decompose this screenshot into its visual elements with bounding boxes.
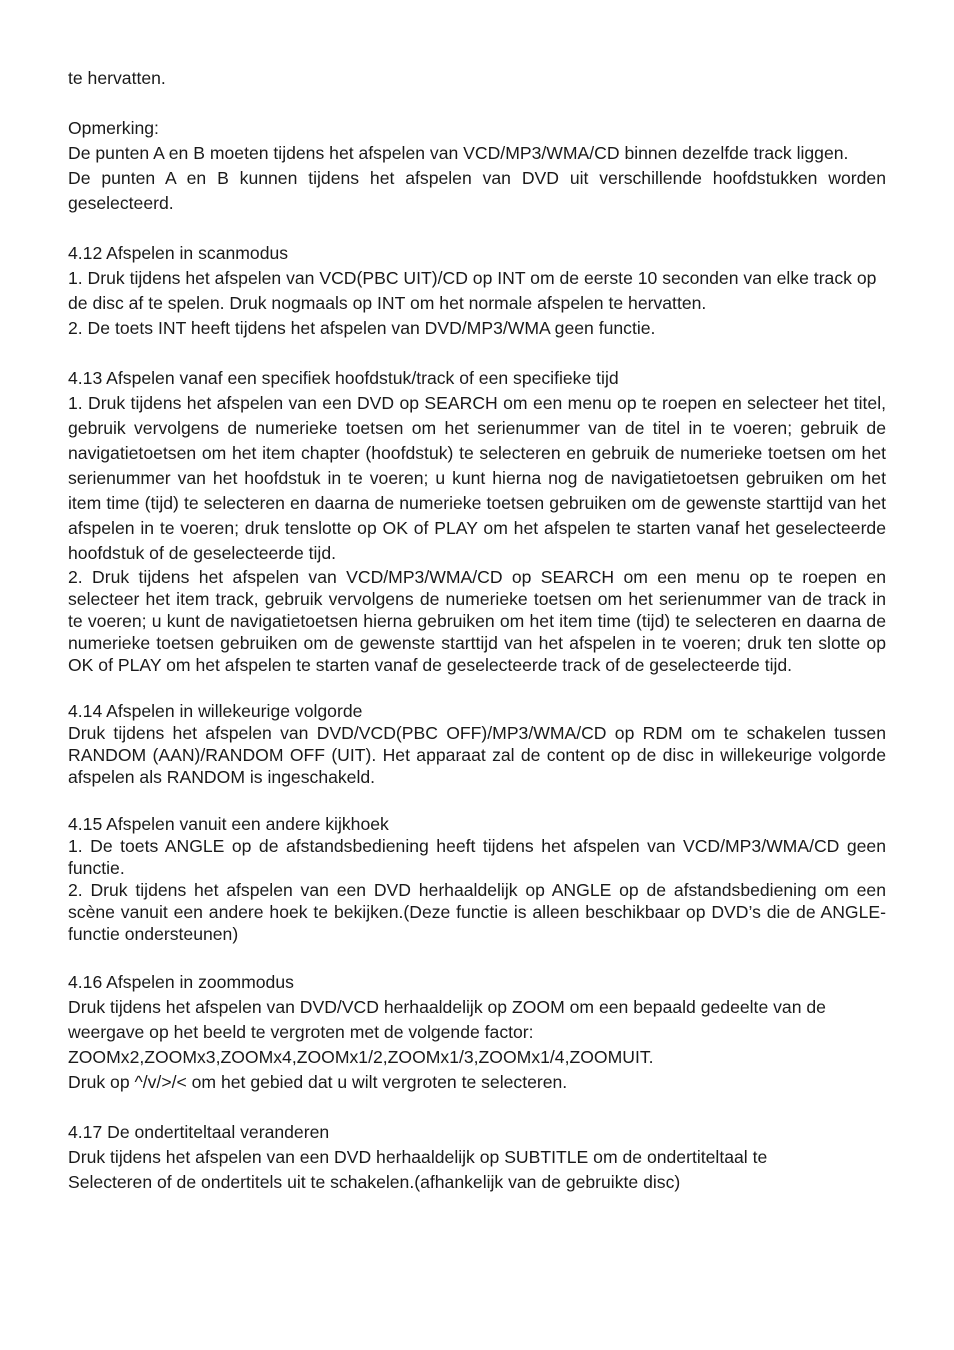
section-4-12-paragraph-1: 1. Druk tijdens het afspelen van VCD(PBC UIT)/CD op INT om de eerste 10 seconden van elke track op de disc af te spelen. Druk nogmaals op INT om het normale afspelen te hervatten.	[68, 268, 877, 313]
section-4-16-paragraph-1: Druk tijdens het afspelen van DVD/VCD herhaaldelijk op ZOOM om een bepaald gedeelte van de weergave op het beeld te vergroten met de volgende factor:	[68, 997, 826, 1042]
section-4-17-line-1: Druk tijdens het afspelen van een DVD herhaaldelijk op SUBTITLE om de ondertiteltaal te	[68, 1147, 768, 1167]
note-paragraph-2: De punten A en B kunnen tijdens het afspelen van DVD uit verschillende hoofdstukken worden geselecteerd.	[68, 168, 886, 213]
section-4-13-paragraph-1: 1. Druk tijdens het afspelen van een DVD op SEARCH om een menu op te roepen en selecteer het titel, gebruik vervolgens de numerieke toetsen om het serienummer van de titel in te voeren; gebruik de navigatietoetsen om het item chapter (hoofdstuk) te selecteren en gebruik de numerieke toetsen om het serienummer van het hoofdstuk in te voeren; u kunt hierna nog de navigatietoetsen gebruiken om het item time (tijd) te selecteren en daarna de numerieke toetsen gebruiken om de gewenste starttijd van het afspelen in te voeren; druk tenslotte op OK of PLAY om het afspelen te starten vanaf het geselecteerde hoofdstuk of de geselecteerde tijd.	[68, 393, 886, 563]
section-4-14-paragraph-1: Druk tijdens het afspelen van DVD/VCD(PBC OFF)/MP3/WMA/CD op RDM om te schakelen tussen RANDOM (AAN)/RANDOM OFF (UIT). Het apparaat zal de content op de disc in willekeurige volgorde afspelen als RANDOM is ingeschakeld.	[68, 723, 886, 787]
spacer	[68, 788, 886, 813]
section-4-15-paragraph-1: 1. De toets ANGLE op de afstandsbediening heeft tijdens het afspelen van VCD/MP3/WMA/CD geen functie.	[68, 836, 886, 878]
spacer	[68, 1095, 886, 1120]
section-4-13-paragraph-2: 2. Druk tijdens het afspelen van VCD/MP3/WMA/CD op SEARCH om een menu op te roepen en selecteer het item track, gebruik vervolgens de numerieke toetsen om het serienummer van de track in te voeren; u kunt de navigatietoetsen hierna gebruiken om het item time (tijd) te selecteren en daarna de numerieke toetsen gebruiken om de gewenste starttijd van het afspelen in te voeren; druk ten slotte op OK of PLAY om het afspelen te starten vanaf de geselecteerde track of de geselecteerde tijd.	[68, 567, 886, 675]
section-4-16-zoom-factors: ZOOMx2,ZOOMx3,ZOOMx4,ZOOMx1/2,ZOOMx1/3,ZOOMx1/4,ZOOMUIT.	[68, 1047, 654, 1067]
section-heading-4-14: 4.14 Afspelen in willekeurige volgorde	[68, 701, 363, 721]
note-paragraph-1: De punten A en B moeten tijdens het afspelen van VCD/MP3/WMA/CD binnen dezelfde track liggen.	[68, 143, 849, 163]
spacer	[68, 945, 886, 970]
section-heading-4-12: 4.12 Afspelen in scanmodus	[68, 243, 289, 263]
note-label: Opmerking:	[68, 118, 159, 138]
continuation-text: te hervatten.	[68, 68, 166, 88]
spacer	[68, 676, 886, 700]
document-page	[68, 66, 886, 1195]
section-heading-4-13: 4.13 Afspelen vanaf een specifiek hoofdstuk/track of een specifieke tijd	[68, 368, 619, 388]
section-4-17-line-2: Selecteren of de ondertitels uit te schakelen.(afhankelijk van de gebruikte disc)	[68, 1172, 681, 1192]
spacer	[68, 91, 886, 116]
spacer	[68, 341, 886, 366]
spacer	[68, 216, 886, 241]
section-heading-4-17: 4.17 De ondertiteltaal veranderen	[68, 1122, 330, 1142]
section-4-15-paragraph-2: 2. Druk tijdens het afspelen van een DVD herhaaldelijk op ANGLE op de afstandsbediening om een scène vanuit een andere hoek te bekijken.(Deze functie is alleen beschikbaar op DVD’s die de ANGLE-functie ondersteunen)	[68, 880, 886, 944]
section-heading-4-16: 4.16 Afspelen in zoommodus	[68, 972, 294, 992]
section-4-16-paragraph-3: Druk op ^/v/>/< om het gebied dat u wilt vergroten te selecteren.	[68, 1072, 568, 1092]
section-4-12-paragraph-2: 2. De toets INT heeft tijdens het afspelen van DVD/MP3/WMA geen functie.	[68, 318, 656, 338]
section-heading-4-15: 4.15 Afspelen vanuit een andere kijkhoek	[68, 814, 389, 834]
